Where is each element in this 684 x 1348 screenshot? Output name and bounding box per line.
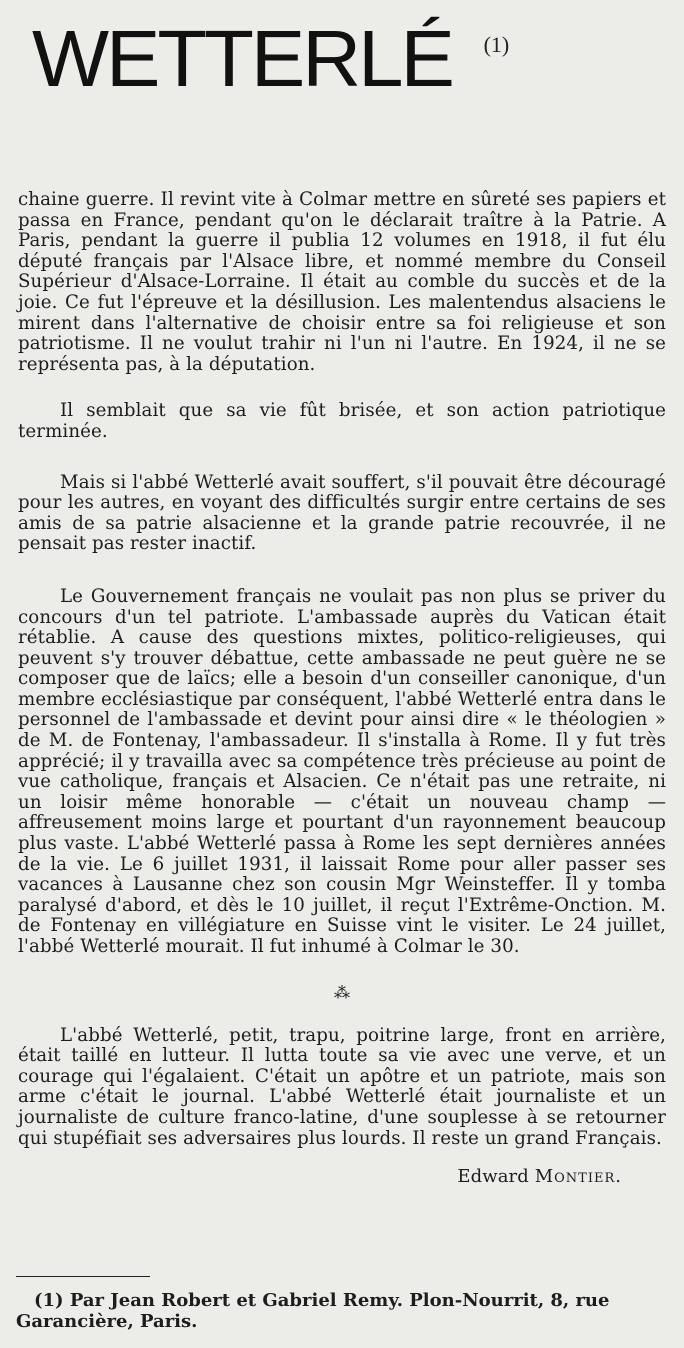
title-row xyxy=(32,14,509,104)
paragraph: Le Gouvernement français ne voulait pas non plus se priver du concours d'un tel patriote. L'ambassade auprès du Vatican était rétablie. A cause des questions mixtes, politico-religieuses, qui peuvent s'y trouver débattue, cette ambassade ne peut guère ne se composer que de laïcs; elle a besoin d'un conseiller canonique, d'un membre ecclésiastique par conséquent, l'abbé Wetterlé entra dans le personnel de l'ambassade et devint pour ainsi dire « le théologien » de M. de Fontenay, l'ambassadeur. Il s'installa à Rome. Il y fut très apprécié; il y travailla avec sa compétence très précieuse au point de vue catholique, français et Alsacien. Ce n'était pas une retraite, ni un loisir même honorable — c'était un nouveau champ — affreusement moins large et pourtant d'un rayonnement beaucoup plus vaste. L'abbé Wetterlé passa à Rome les sept dernières années de la vie. Le 6 juillet 1931, il laissait Rome pour aller passer ses vacances à Lausanne chez son cousin Mgr Weinsteffer. Il y tomba paralysé d'abord, et dès le 10 juillet, il reçut l'Extrême-Onction. M. de Fontenay en villégiature en Suisse vint le visiter. Le 24 juillet, l'abbé Wetterlé mourait. Il fut inhumé à Colmar le 30. xyxy=(18,585,666,957)
article-title: WETTERLÉ xyxy=(32,14,452,103)
paragraph: Il semblait que sa vie fût brisée, et son action patriotique terminée. xyxy=(18,400,666,442)
title-footnote-ref: (1) xyxy=(483,32,510,57)
paragraph: L'abbé Wetterlé, petit, trapu, poitrine large, front en arrière, était taillé en lutteur. Il lutta toute sa vie avec une verve, et un courage qui l'égalaient. C'était un apôtre et un patriote, mais son arme c'était le journal. L'abbé Wetterlé était journaliste et un journaliste de culture franco-latine, d'une souplesse à se retourner qui stupéfiait ses adversaires plus lourds. Il reste un grand Français. xyxy=(18,1024,666,1149)
footnote: (1) Par Jean Robert et Gabriel Remy. Plon-Nourrit, 8, rue Garancière, Paris. xyxy=(16,1290,610,1332)
paragraph: chaine guerre. Il revint vite à Colmar mettre en sûreté ses papiers et passa en France, pendant qu'on le déclarait traître à la Patrie. A Paris, pendant la guerre il publia 12 volumes en 1918, il fut élu député français par l'Alsace libre, et nommé membre du Conseil Supérieur d'Alsace-Lorraine. Il était au comble du succès et de la joie. Ce fut l'épreuve et la désillusion. Les malentendus alsaciens le mirent dans l'alternative de choisir entre sa foi religieuse et son patriotisme. Il ne voulut trahir ni l'un ni l'autre. En 1924, il ne se représenta pas, à la députation. xyxy=(18,189,666,375)
author-last-name: Montier. xyxy=(534,1166,622,1188)
author-signature xyxy=(18,1167,666,1188)
author-first-name: Edward xyxy=(457,1166,529,1188)
paragraph: Mais si l'abbé Wetterlé avait souffert, s'il pouvait être découragé pour les autres, en voyant des difficultés surgir entre certains de ses amis de sa patrie alsacienne et la grande patrie recouvrée, il ne pensait pas rester inactif. xyxy=(18,471,666,555)
footnote-divider xyxy=(16,1276,150,1277)
article-body xyxy=(18,190,666,1188)
section-ornament: ⁂ xyxy=(333,982,351,1002)
